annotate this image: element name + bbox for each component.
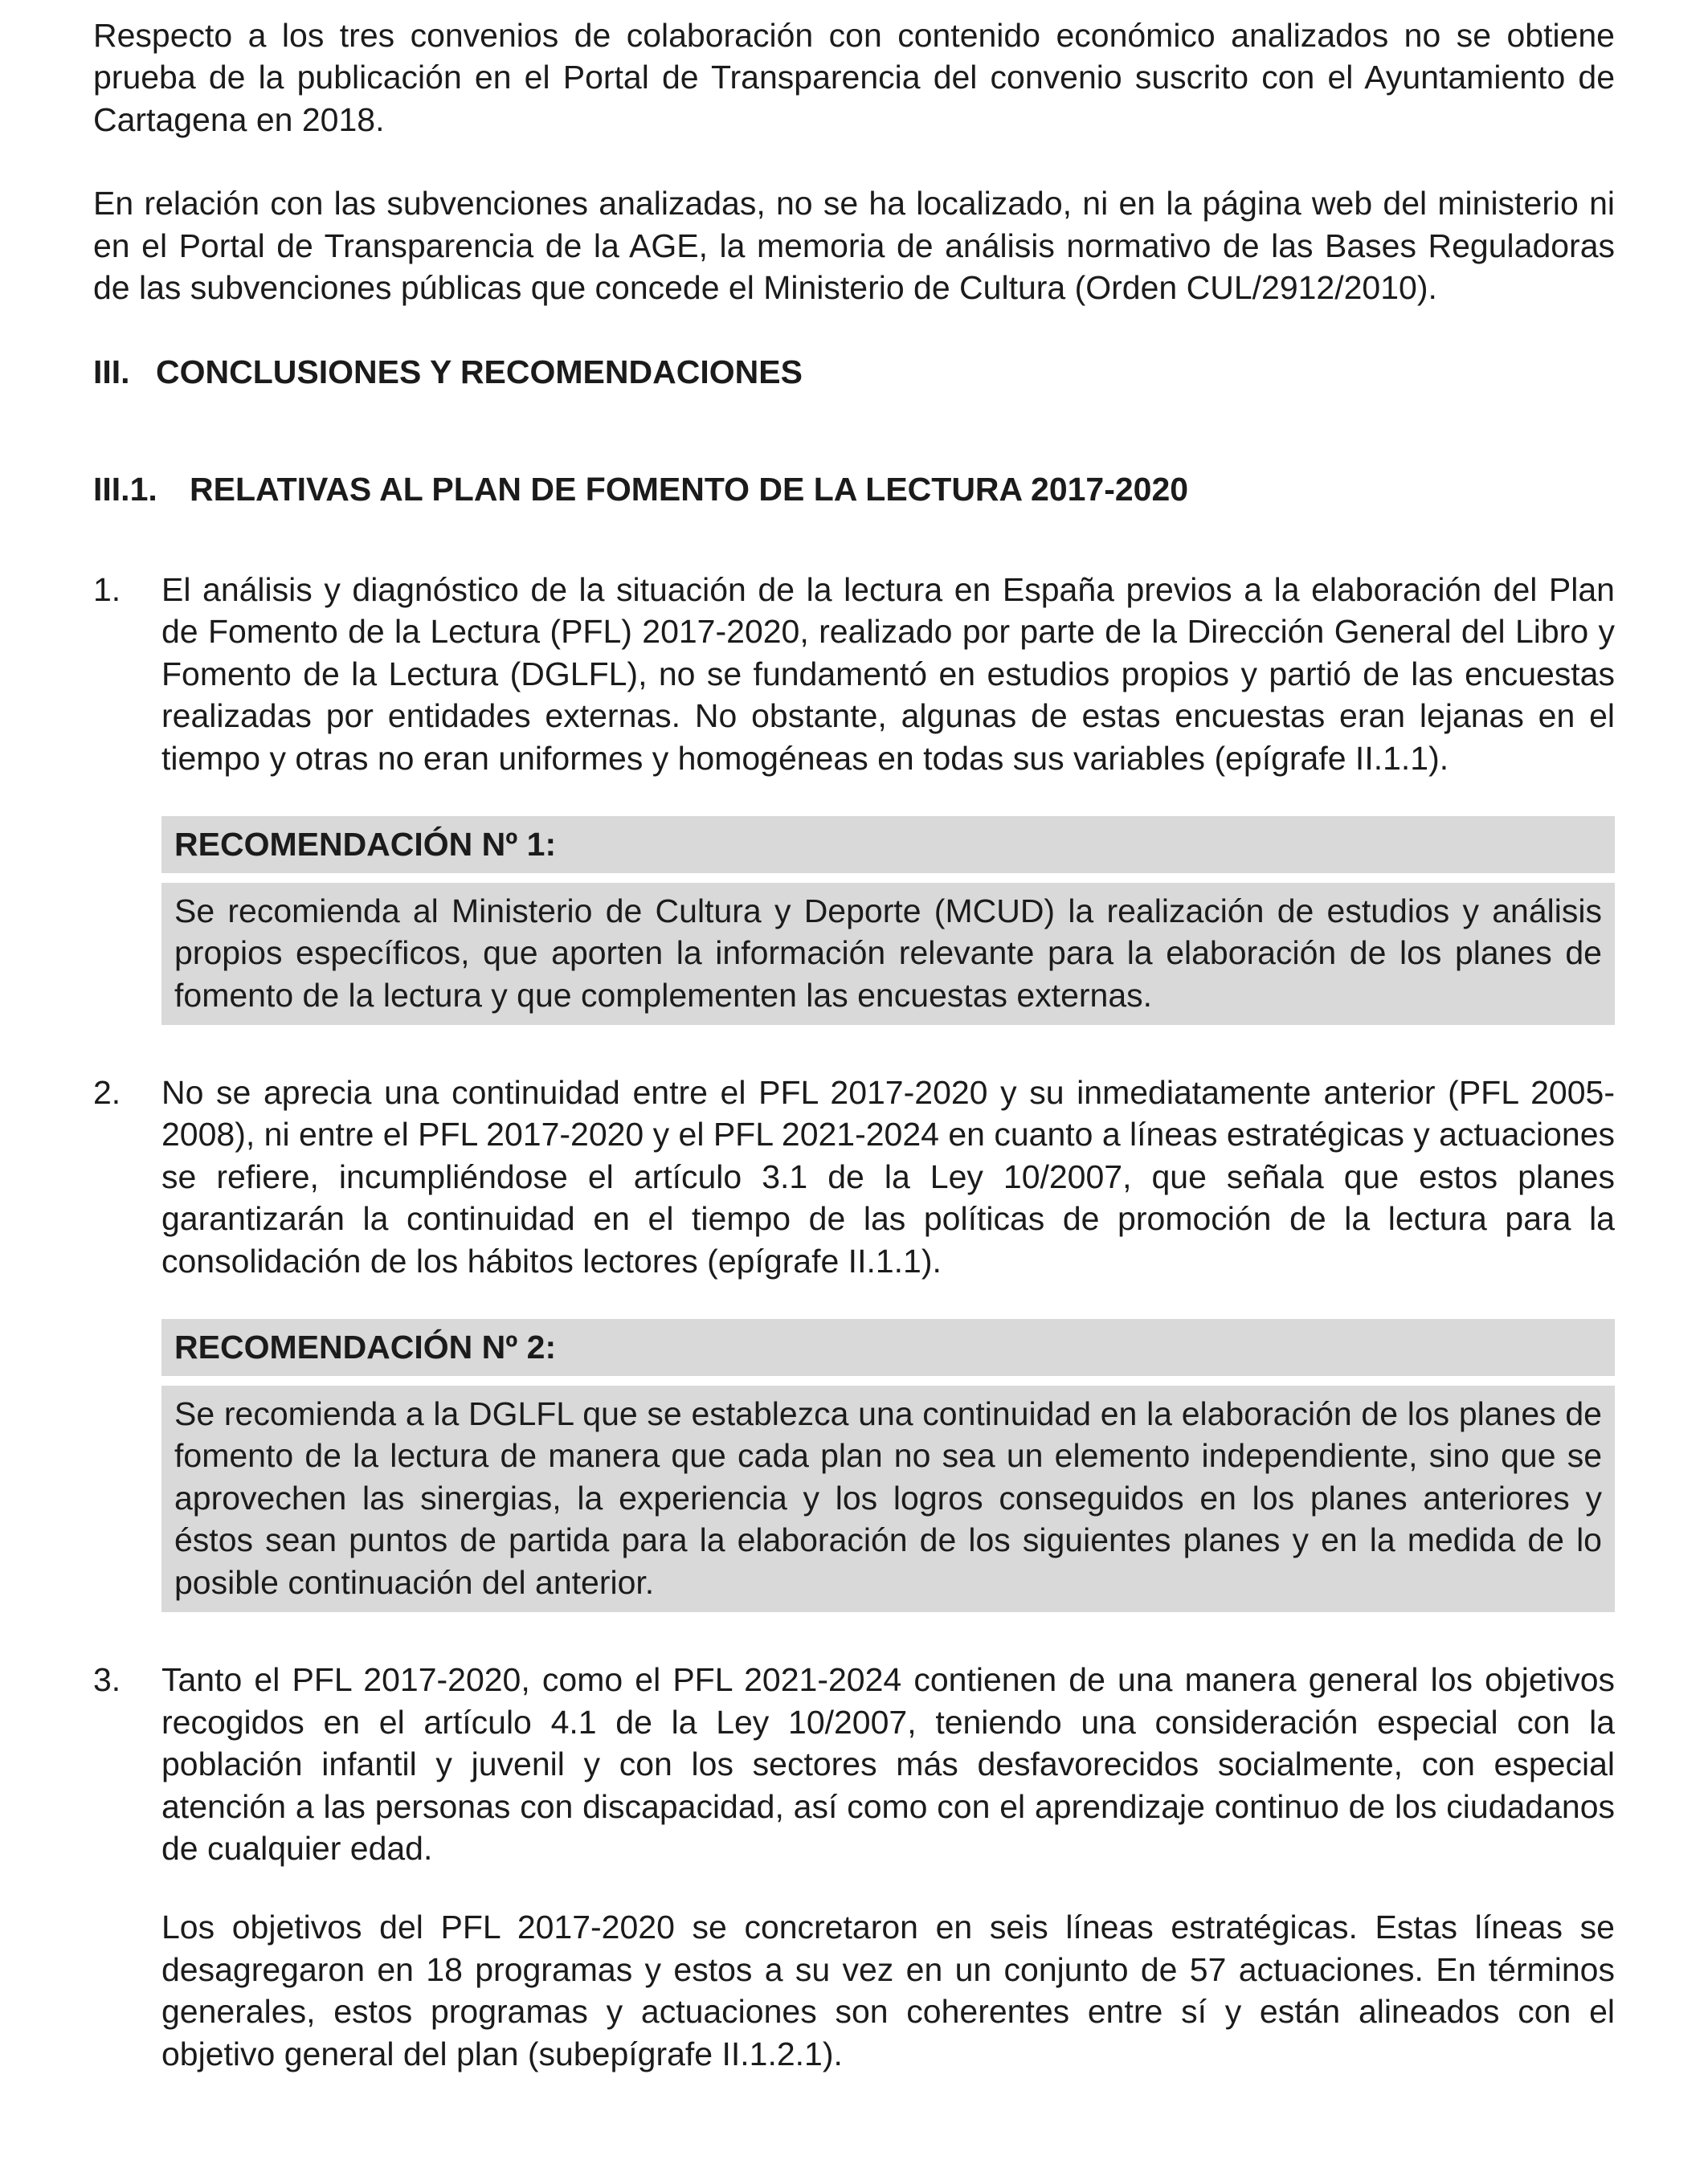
conclusion-text: No se aprecia una continuidad entre el PFL 2017-2020 y su inmediatamente anterior (PFL 2005-2008), ni entre el PFL 2017-2020 y el PFL 2021-2024 en cuanto a líneas estratégicas y actuaciones se refiere, incumpliéndose el artículo 3.1 de la Ley 10/2007, que señala que estos planes garantizarán la continuidad en el tiempo de las políticas de promoción de la lectura para la consolidación de los hábitos lectores (epígrafe II.1.1).: [161, 1073, 1615, 1280]
conclusion-item-3: [93, 1659, 1615, 2075]
recommendation-title: RECOMENDACIÓN Nº 2:: [161, 1319, 1615, 1375]
conclusion-text-continuation: Los objetivos del PFL 2017-2020 se concretaron en seis líneas estratégicas. Estas líneas se desagregaron en 18 programas y estos a su vez en un conjunto de 57 actuaciones. En términos generales, estos programas y actuaciones son coherentes entre sí y están alineados con el objetivo general del plan (subepígrafe II.1.2.1).: [161, 1909, 1615, 2072]
conclusion-number: 3.: [93, 1661, 121, 1699]
recommendation-body: Se recomienda a la DGLFL que se establezca una continuidad en la elaboración de los planes de fomento de la lectura de manera que cada plan no sea un elemento independiente, sino que se aprovechen las sinergias, la experiencia y los logros conseguidos en los planes anteriores y éstos sean puntos de partida para la elaboración de los siguientes planes y en la medida de lo posible continuación del anterior.: [161, 1386, 1615, 1612]
section-heading: [93, 351, 1615, 393]
conclusion-number: 2.: [93, 1073, 121, 1111]
conclusion-item-2: [93, 1072, 1615, 1282]
recommendation-box-2: [161, 1319, 1615, 1612]
section-title: CONCLUSIONES Y RECOMENDACIONES: [156, 353, 803, 390]
intro-paragraph-2: En relación con las subvenciones analizadas, no se ha localizado, ni en la página web del ministerio ni en el Portal de Transparencia de la AGE, la memoria de análisis normativo de las Bases Reguladoras de las subvenciones públicas que concede el Ministerio de Cultura (Orden CUL/2912/2010).: [93, 185, 1615, 307]
document-page: [93, 14, 1615, 2075]
recommendation-body: Se recomienda al Ministerio de Cultura y Deporte (MCUD) la realización de estudios y análisis propios específicos, que aporten la información relevante para la elaboración de los planes de fomento de la lectura y que complementen las encuestas externas.: [161, 883, 1615, 1025]
conclusion-text-main: Tanto el PFL 2017-2020, como el PFL 2021-2024 contienen de una manera general los objetivos recogidos en el artículo 4.1 de la Ley 10/2007, teniendo una consideración especial con la población infantil y juvenil y con los sectores más desfavorecidos socialmente, con especial atención a las personas con discapacidad, así como con el aprendizaje continuo de los ciudadanos de cualquier edad.: [161, 1661, 1615, 1867]
conclusion-text: [161, 1659, 1615, 2075]
section-number: III.: [93, 353, 130, 390]
conclusion-number: 1.: [93, 570, 121, 608]
recommendation-box-1: [161, 816, 1615, 1025]
subsection-number: III.1.: [93, 471, 157, 508]
conclusion-item-1: [93, 569, 1615, 779]
recommendation-title: RECOMENDACIÓN Nº 1:: [161, 816, 1615, 872]
conclusion-text: El análisis y diagnóstico de la situación de la lectura en España previos a la elaboración del Plan de Fomento de la Lectura (PFL) 2017-2020, realizado por parte de la Dirección General del Libro y Fomento de la Lectura (DGLFL), no se fundamentó en estudios propios y partió de las encuestas realizadas por entidades externas. No obstante, algunas de estas encuestas eran lejanas en el tiempo y otras no eran uniformes y homogéneas en todas sus variables (epígrafe II.1.1).: [161, 570, 1615, 777]
subsection-title: RELATIVAS AL PLAN DE FOMENTO DE LA LECTURA 2017-2020: [190, 471, 1189, 508]
subsection-heading: [93, 468, 1615, 510]
intro-paragraph-1: Respecto a los tres convenios de colaboración con contenido económico analizados no se obtiene prueba de la publicación en el Portal de Transparencia del convenio suscrito con el Ayuntamiento de Cartagena en 2018.: [93, 17, 1615, 138]
